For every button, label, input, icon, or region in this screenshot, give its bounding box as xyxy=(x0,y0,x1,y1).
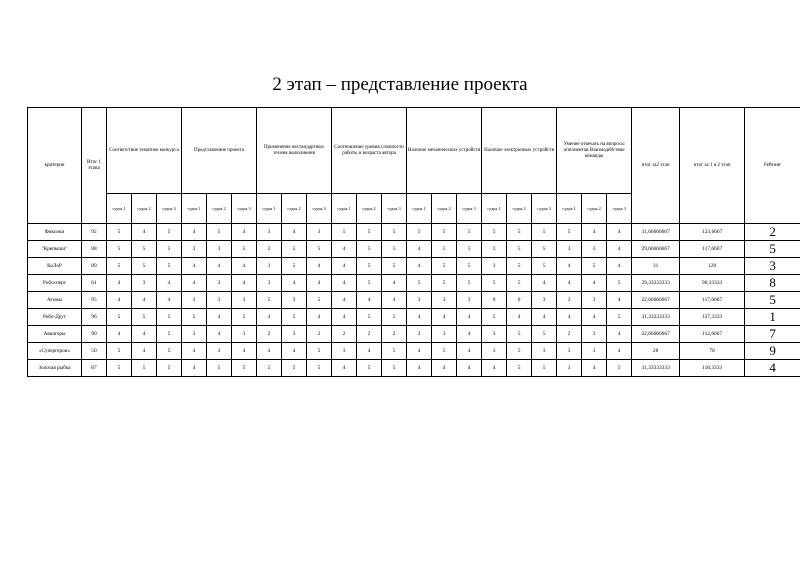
judge-score: 5 xyxy=(332,224,357,241)
total2-score: 31,66666667 xyxy=(632,224,680,241)
rank-value: 4 xyxy=(745,360,800,377)
judge-score: 5 xyxy=(457,275,482,292)
judge-score: 3 xyxy=(582,241,607,258)
team-name: Робо-Друг xyxy=(28,309,82,326)
team-name: Робосперт xyxy=(28,275,82,292)
judge-score: 5 xyxy=(532,360,557,377)
judge-score: 3 xyxy=(257,258,282,275)
judge-score: 5 xyxy=(532,258,557,275)
judge-score: 4 xyxy=(207,258,232,275)
judge-score: 5 xyxy=(532,241,557,258)
judge-score: 5 xyxy=(157,224,182,241)
stage1-score: 87 xyxy=(82,360,107,377)
judge-score: 4 xyxy=(332,360,357,377)
judge-score: 3 xyxy=(457,292,482,309)
judge-score: 3 xyxy=(282,292,307,309)
judge-score: 4 xyxy=(232,224,257,241)
judge-score: 3 xyxy=(532,343,557,360)
team-name: "Крепыши" xyxy=(28,241,82,258)
judge-score: 4 xyxy=(307,275,332,292)
judge-score: 4 xyxy=(257,309,282,326)
total12-score: 127,3333 xyxy=(680,309,745,326)
judge-score: 4 xyxy=(582,224,607,241)
judge-header: судья 1 xyxy=(107,194,132,224)
criteria-header: критерии xyxy=(28,108,82,224)
judge-score: 4 xyxy=(457,343,482,360)
judge-score: 4 xyxy=(182,343,207,360)
judge-score: 4 xyxy=(532,309,557,326)
judge-score: 3 xyxy=(132,275,157,292)
judge-score: 3 xyxy=(557,343,582,360)
judge-score: 5 xyxy=(207,360,232,377)
judge-score: 5 xyxy=(482,275,507,292)
judge-score: 3 xyxy=(257,275,282,292)
judge-score: 5 xyxy=(607,360,632,377)
stage1-score: 90 xyxy=(82,326,107,343)
judge-score: 5 xyxy=(432,275,457,292)
total12-score: 120 xyxy=(680,258,745,275)
judge-score: 4 xyxy=(407,258,432,275)
judge-score: 5 xyxy=(207,224,232,241)
total2-score: 31 xyxy=(632,258,680,275)
judge-score: 5 xyxy=(307,360,332,377)
stage1-score: 88 xyxy=(82,241,107,258)
judge-score: 4 xyxy=(132,292,157,309)
judge-score: 5 xyxy=(357,275,382,292)
judge-score: 4 xyxy=(582,309,607,326)
judge-score: 3 xyxy=(257,224,282,241)
judge-score: 5 xyxy=(257,292,282,309)
total2-score: 28 xyxy=(632,343,680,360)
judge-score: 4 xyxy=(432,309,457,326)
judge-score: 5 xyxy=(132,309,157,326)
judge-score: 4 xyxy=(382,275,407,292)
judge-score: 3 xyxy=(207,275,232,292)
rank-value: 1 xyxy=(745,309,800,326)
total2-score: 29,66666667 xyxy=(632,241,680,258)
judge-score: 4 xyxy=(457,309,482,326)
judge-score: 4 xyxy=(607,326,632,343)
judge-score: 5 xyxy=(382,309,407,326)
judge-score: 3 xyxy=(182,292,207,309)
judge-score: 4 xyxy=(332,309,357,326)
judge-score: 5 xyxy=(107,241,132,258)
judge-score: 4 xyxy=(432,360,457,377)
judge-score: 5 xyxy=(257,360,282,377)
judge-score: 4 xyxy=(232,258,257,275)
judge-header: судья 1 xyxy=(182,194,207,224)
judge-score: 4 xyxy=(132,326,157,343)
judge-score: 4 xyxy=(307,258,332,275)
judge-score: 5 xyxy=(532,224,557,241)
judge-score: 3 xyxy=(582,343,607,360)
judge-header: судья 2 xyxy=(582,194,607,224)
judge-score: 4 xyxy=(232,275,257,292)
judge-score: 4 xyxy=(457,326,482,343)
judge-score: 3 xyxy=(182,241,207,258)
judge-score: 3 xyxy=(482,343,507,360)
table-row xyxy=(28,275,800,292)
judge-score: 4 xyxy=(332,241,357,258)
judge-score: 2 xyxy=(557,326,582,343)
total2-score: 29,33333333 xyxy=(632,275,680,292)
rank-value: 9 xyxy=(745,343,800,360)
judge-score: 5 xyxy=(357,258,382,275)
judge-score: 3 xyxy=(182,326,207,343)
judge-score: 5 xyxy=(357,224,382,241)
judge-score: 3 xyxy=(207,292,232,309)
judge-score: 4 xyxy=(332,258,357,275)
judge-score: 5 xyxy=(407,224,432,241)
total12-score: 117,6667 xyxy=(680,241,745,258)
judge-score: 4 xyxy=(557,275,582,292)
judge-score: 4 xyxy=(607,258,632,275)
judge-score: 4 xyxy=(332,292,357,309)
judge-score: 4 xyxy=(182,258,207,275)
total2-score: 31,33333333 xyxy=(632,309,680,326)
judge-score: 5 xyxy=(107,360,132,377)
judge-score: 5 xyxy=(357,309,382,326)
judge-score: 4 xyxy=(257,343,282,360)
judge-score: 4 xyxy=(557,309,582,326)
table-row xyxy=(28,326,800,343)
judge-score: 4 xyxy=(557,258,582,275)
rank-value: 8 xyxy=(745,275,800,292)
judge-score: 3 xyxy=(582,292,607,309)
judge-score: 3 xyxy=(307,224,332,241)
judge-score: 3 xyxy=(407,326,432,343)
stage1-score: 92 xyxy=(82,224,107,241)
judge-score: 5 xyxy=(507,326,532,343)
judge-score: 5 xyxy=(557,224,582,241)
stage1-score: 95 xyxy=(82,292,107,309)
judge-header: судья 2 xyxy=(132,194,157,224)
judge-score: 5 xyxy=(157,309,182,326)
judge-score: 3 xyxy=(232,292,257,309)
judge-score: 4 xyxy=(157,292,182,309)
judge-score: 5 xyxy=(432,258,457,275)
judge-score: 5 xyxy=(507,224,532,241)
rank-value: 2 xyxy=(745,224,800,241)
judge-score: 4 xyxy=(107,326,132,343)
rank-value: 3 xyxy=(745,258,800,275)
judge-score: 5 xyxy=(507,241,532,258)
judge-score: 3 xyxy=(482,258,507,275)
page-title: 2 этап – представление проекта xyxy=(272,74,528,95)
judge-score: 4 xyxy=(357,292,382,309)
total2-score: 22,66666667 xyxy=(632,292,680,309)
judge-score: 5 xyxy=(507,360,532,377)
judge-score: 5 xyxy=(507,343,532,360)
results-table xyxy=(27,107,800,377)
total12-header: итог за 1 и 2 этап xyxy=(680,108,745,224)
judge-score: 5 xyxy=(607,275,632,292)
judge-score: 4 xyxy=(207,309,232,326)
team-name: Атомы xyxy=(28,292,82,309)
criterion-group-header: Наличие электронных устройств xyxy=(482,108,557,194)
judge-header: судья 1 xyxy=(257,194,282,224)
judge-score: 5 xyxy=(232,241,257,258)
judge-score: 5 xyxy=(607,309,632,326)
judge-score: 5 xyxy=(307,292,332,309)
judge-header: судья 3 xyxy=(382,194,407,224)
rank-value: 5 xyxy=(745,292,800,309)
stage1-score: 89 xyxy=(82,258,107,275)
judge-score: 4 xyxy=(532,275,557,292)
judge-score: 5 xyxy=(382,224,407,241)
judge-score: 5 xyxy=(482,309,507,326)
judge-score: 3 xyxy=(557,292,582,309)
judge-score: 4 xyxy=(407,343,432,360)
judge-score: 3 xyxy=(232,326,257,343)
judge-score: 5 xyxy=(132,360,157,377)
judge-score: 4 xyxy=(182,360,207,377)
judge-header: судья 3 xyxy=(532,194,557,224)
table-row xyxy=(28,309,800,326)
judge-score: 5 xyxy=(382,258,407,275)
judge-score: 5 xyxy=(457,224,482,241)
judge-score: 4 xyxy=(582,360,607,377)
table-row xyxy=(28,224,800,241)
judge-score: 5 xyxy=(307,241,332,258)
judge-score: 2 xyxy=(307,326,332,343)
judge-score: 3 xyxy=(332,343,357,360)
judge-score: 4 xyxy=(407,241,432,258)
criterion-group-header: Соответствие тематике конкурса xyxy=(107,108,182,194)
judge-score: 5 xyxy=(157,241,182,258)
total2-header: итог за2 этап xyxy=(632,108,680,224)
judge-score: 5 xyxy=(282,360,307,377)
judge-score: 3 xyxy=(282,326,307,343)
team-name: Фиксики xyxy=(28,224,82,241)
judge-score: 0 xyxy=(507,292,532,309)
judge-header: судья 2 xyxy=(357,194,382,224)
judge-score: 4 xyxy=(507,309,532,326)
criterion-group-header: Умение отвечать на вопросы оппонентов Взаимодействие команды xyxy=(557,108,632,194)
judge-score: 3 xyxy=(557,241,582,258)
judge-score: 3 xyxy=(432,292,457,309)
judge-score: 5 xyxy=(232,360,257,377)
judge-header: судья 2 xyxy=(207,194,232,224)
stage1-score: 50 xyxy=(82,343,107,360)
team-name: Золотая рыбка xyxy=(28,360,82,377)
judge-score: 5 xyxy=(282,309,307,326)
judge-score: 0 xyxy=(482,292,507,309)
total12-score: 78 xyxy=(680,343,745,360)
total12-score: 123,6667 xyxy=(680,224,745,241)
criterion-group-header: Наличие механических устройств xyxy=(407,108,482,194)
judge-score: 5 xyxy=(432,241,457,258)
judge-score: 4 xyxy=(332,275,357,292)
judge-score: 5 xyxy=(407,275,432,292)
judge-score: 5 xyxy=(482,224,507,241)
stage1-score: 96 xyxy=(82,309,107,326)
judge-header: судья 1 xyxy=(407,194,432,224)
rank-value: 5 xyxy=(745,241,800,258)
judge-score: 4 xyxy=(607,343,632,360)
rank-value: 7 xyxy=(745,326,800,343)
judge-header: судья 3 xyxy=(457,194,482,224)
judge-score: 5 xyxy=(107,309,132,326)
judge-score: 4 xyxy=(407,360,432,377)
judge-score: 2 xyxy=(357,326,382,343)
judge-score: 4 xyxy=(307,309,332,326)
judge-score: 5 xyxy=(457,241,482,258)
judge-score: 4 xyxy=(582,275,607,292)
judge-score: 5 xyxy=(157,360,182,377)
total12-score: 118,3333 xyxy=(680,360,745,377)
judge-score: 3 xyxy=(532,292,557,309)
table-row xyxy=(28,360,800,377)
judge-score: 4 xyxy=(457,360,482,377)
judge-header: судья 1 xyxy=(482,194,507,224)
judge-score: 4 xyxy=(607,292,632,309)
judge-score: 4 xyxy=(182,224,207,241)
judge-score: 4 xyxy=(282,343,307,360)
judge-score: 4 xyxy=(282,275,307,292)
judge-score: 2 xyxy=(257,241,282,258)
judge-score: 4 xyxy=(157,275,182,292)
results-body xyxy=(28,224,800,377)
judge-score: 4 xyxy=(382,292,407,309)
judge-score: 3 xyxy=(207,343,232,360)
criterion-group-header: Применение нестандартных техник выполнения xyxy=(257,108,332,194)
judge-score: 5 xyxy=(282,258,307,275)
judge-score: 5 xyxy=(282,241,307,258)
total12-score: 90,33333 xyxy=(680,275,745,292)
judge-score: 4 xyxy=(107,275,132,292)
criterion-group-header: Соотношение уровня сложности работы и возраста автора xyxy=(332,108,407,194)
judge-header: судья 2 xyxy=(432,194,457,224)
total2-score: 31,33333333 xyxy=(632,360,680,377)
judge-score: 4 xyxy=(182,275,207,292)
table-row xyxy=(28,343,800,360)
judge-score: 3 xyxy=(557,360,582,377)
rank-header: Рейтинг xyxy=(745,108,800,224)
judge-score: 4 xyxy=(407,309,432,326)
judge-score: 5 xyxy=(307,343,332,360)
judge-score: 5 xyxy=(107,224,132,241)
judge-header: судья 3 xyxy=(607,194,632,224)
judge-score: 5 xyxy=(132,258,157,275)
judge-score: 3 xyxy=(482,326,507,343)
stage1-header: Итог 1 этапа xyxy=(82,108,107,224)
judge-header: судья 1 xyxy=(332,194,357,224)
judge-score: 3 xyxy=(207,241,232,258)
team-name: КоЛоР xyxy=(28,258,82,275)
judge-score: 5 xyxy=(232,309,257,326)
judge-header: судья 2 xyxy=(282,194,307,224)
total2-score: 22,66666667 xyxy=(632,326,680,343)
judge-score: 3 xyxy=(582,326,607,343)
judge-score: 5 xyxy=(382,343,407,360)
judge-score: 5 xyxy=(182,309,207,326)
judge-score: 5 xyxy=(507,258,532,275)
group-header-row xyxy=(28,108,800,194)
judge-score: 5 xyxy=(357,360,382,377)
judge-header: судья 3 xyxy=(307,194,332,224)
judge-score: 4 xyxy=(107,292,132,309)
team-name: Авиаторы xyxy=(28,326,82,343)
judge-score: 5 xyxy=(432,343,457,360)
judge-score: 4 xyxy=(207,326,232,343)
team-name: «Супергерои» xyxy=(28,343,82,360)
judge-score: 5 xyxy=(457,258,482,275)
table-row xyxy=(28,258,800,275)
judge-header: судья 3 xyxy=(232,194,257,224)
judge-score: 3 xyxy=(432,326,457,343)
judge-score: 4 xyxy=(132,343,157,360)
judge-header: судья 1 xyxy=(557,194,582,224)
judge-score: 5 xyxy=(582,258,607,275)
judge-score: 5 xyxy=(107,343,132,360)
judge-header: судья 3 xyxy=(157,194,182,224)
stage1-score: 61 xyxy=(82,275,107,292)
judge-score: 4 xyxy=(607,224,632,241)
total12-score: 112,6667 xyxy=(680,326,745,343)
judge-score: 2 xyxy=(332,326,357,343)
judge-header: судья 2 xyxy=(507,194,532,224)
judge-score: 5 xyxy=(382,360,407,377)
judge-score: 5 xyxy=(157,343,182,360)
total12-score: 117,6667 xyxy=(680,292,745,309)
judge-score: 5 xyxy=(107,258,132,275)
judge-score: 5 xyxy=(132,241,157,258)
judge-score: 5 xyxy=(357,241,382,258)
judge-score: 2 xyxy=(257,326,282,343)
criterion-group-header: Представление проекта xyxy=(182,108,257,194)
judge-score: 5 xyxy=(532,326,557,343)
judge-score: 2 xyxy=(382,326,407,343)
judge-score: 4 xyxy=(282,224,307,241)
judge-score: 5 xyxy=(432,224,457,241)
judge-score: 4 xyxy=(607,241,632,258)
judge-score: 5 xyxy=(157,326,182,343)
judge-score: 4 xyxy=(232,343,257,360)
judge-score: 4 xyxy=(132,224,157,241)
table-row xyxy=(28,292,800,309)
judge-score: 5 xyxy=(507,275,532,292)
judge-score: 3 xyxy=(482,241,507,258)
judge-score: 5 xyxy=(157,258,182,275)
judge-score: 4 xyxy=(357,343,382,360)
table-row xyxy=(28,241,800,258)
judge-score: 4 xyxy=(482,360,507,377)
judge-score: 3 xyxy=(407,292,432,309)
judge-score: 5 xyxy=(382,241,407,258)
